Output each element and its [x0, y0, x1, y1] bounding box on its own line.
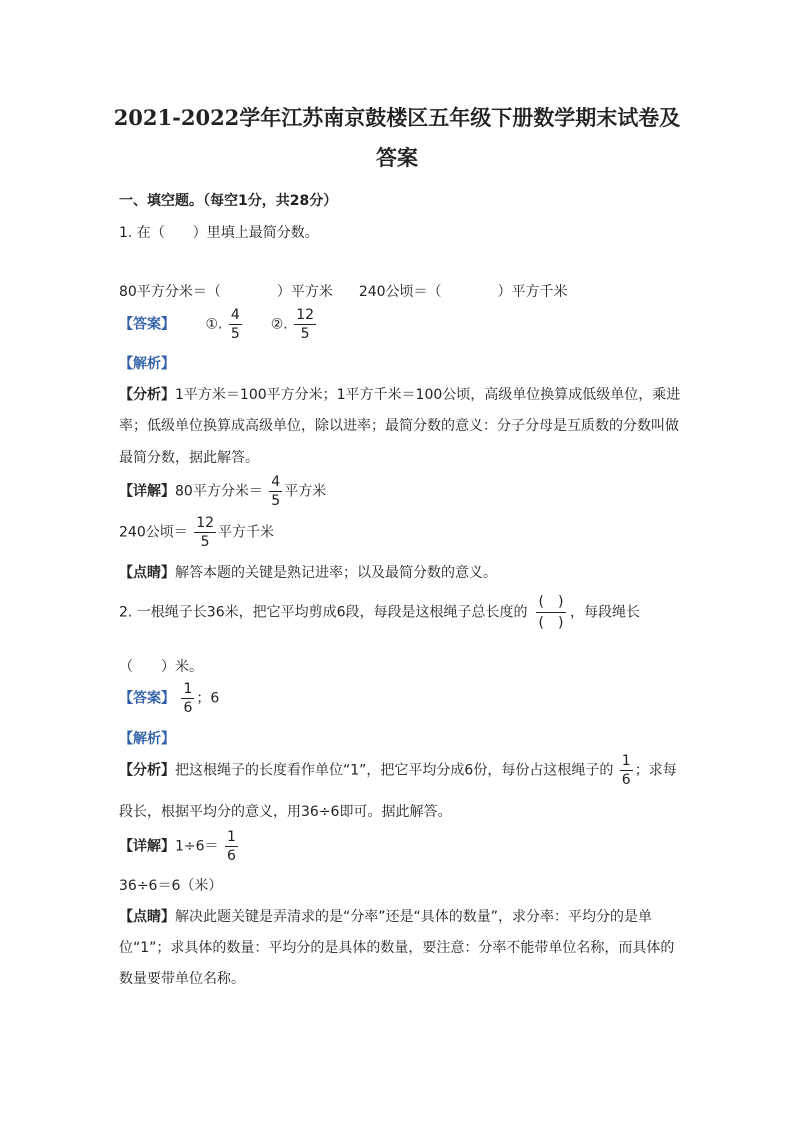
q2-ans-fraction [181, 680, 194, 717]
denominator: 5 [271, 493, 281, 509]
numerator: 4 [271, 474, 281, 490]
denominator: 5 [300, 326, 310, 342]
answer-label: 【答案】 [119, 316, 175, 333]
denominator: 5 [200, 534, 210, 550]
dianjing-label: 【点睛】 [119, 565, 175, 581]
numerator: 1 [183, 681, 193, 697]
denominator: 6 [621, 772, 631, 788]
doc-title-line2: 答案 [376, 145, 418, 170]
q1-xiangjie-2 [119, 514, 274, 551]
dianjing-label: 【点睛】 [119, 909, 175, 925]
q2-blank-fraction [534, 594, 568, 631]
q2-xj-fraction [225, 828, 238, 865]
q1-ans1-prefix: ①. [205, 316, 223, 333]
numerator: 4 [230, 307, 240, 323]
q1-blank-line [119, 281, 568, 301]
q2-dianjing-3: 数量要带单位名称。 [119, 971, 245, 987]
dianjing-text: 解答本题的关键是熟记进率；以及最简分数的意义。 [175, 565, 497, 581]
q1-dianjing [119, 562, 497, 582]
blank-numerator: ( ) [538, 594, 564, 610]
q2-stem-tail: ，每段绳长 [569, 604, 640, 621]
q1-ans1-fraction [229, 306, 242, 343]
xj-unit: 平方米 [284, 483, 327, 500]
q1-blank-a: 80平方分米＝（ ）平方米 [119, 284, 333, 300]
q2-stem-2: （ ）米。 [119, 659, 203, 675]
xiangjie-label: 【详解】 [119, 838, 175, 855]
q2-stem-1 [119, 594, 640, 631]
fenxi-text: 把这根绳子的长度看作单位“1”，把它平均分成6份，每份占这根绳子的 [175, 762, 614, 779]
q1-answer [119, 306, 318, 343]
q2-fenxi-1 [119, 752, 677, 789]
doc-title-line1: 2021-2022学年江苏南京鼓楼区五年级下册数学期末试卷及 [113, 105, 681, 130]
xj-text: 80平方分米＝ [175, 483, 263, 500]
q2-fenxi-2: 段长，根据平均分的意义，用36÷6即可。据此解答。 [119, 804, 452, 820]
q2-stem-text: 2. 一根绳子长36米，把它平均剪成6段，每段是这根绳子总长度的 [119, 604, 528, 621]
q1-fenxi-1 [119, 384, 680, 404]
xiangjie-label: 【详解】 [119, 483, 175, 500]
fenxi-label: 【分析】 [119, 762, 175, 779]
q1-blank-b: 240公顷＝（ ）平方千米 [358, 284, 568, 300]
blank-denominator: ( ) [538, 615, 564, 631]
q2-analysis-label: 【解析】 [119, 731, 175, 747]
q2-answer [119, 680, 219, 717]
q2-fenxi-fraction [620, 752, 633, 789]
q1-stem: 1. 在（ ）里填上最简分数。 [119, 225, 319, 241]
numerator: 12 [196, 515, 215, 531]
q2-dianjing-1 [119, 906, 652, 926]
dianjing-text: 解决此题关键是弄清求的是“分率”还是“具体的数量”，求分率：平均分的是单 [175, 909, 653, 925]
q1-xj1-fraction [269, 473, 282, 510]
numerator: 12 [296, 307, 315, 323]
xj-text: 240公顷＝ [119, 524, 188, 541]
fenxi-tail: ；求每 [634, 762, 677, 779]
q2-xiangjie-1 [119, 828, 240, 865]
q1-fenxi-2: 率；低级单位换算成高级单位，除以进率；最简分数的意义：分子分母是互质数的分数叫做 [119, 418, 679, 434]
q1-fenxi-3: 最简分数，据此解答。 [119, 450, 259, 466]
answer-label: 【答案】 [119, 690, 175, 707]
fenxi-label: 【分析】 [119, 387, 175, 403]
denominator: 5 [230, 326, 240, 342]
q1-ans2-prefix: ②. [270, 316, 288, 333]
xj-text: 1÷6＝ [175, 838, 219, 855]
section-heading: 一、填空题。（每空1分，共28分） [119, 193, 338, 209]
q1-ans2-fraction [294, 306, 316, 343]
q2-dianjing-2: 位“1”；求具体的数量：平均分的是具体的数量，要注意：分率不能带单位名称，而具体的 [119, 940, 675, 956]
ans-tail: ；6 [196, 690, 220, 707]
numerator: 1 [621, 753, 631, 769]
xj-unit: 平方千米 [218, 524, 275, 541]
denominator: 6 [227, 848, 236, 864]
numerator: 1 [227, 829, 236, 845]
denominator: 6 [183, 700, 193, 716]
q1-analysis-label: 【解析】 [119, 356, 175, 372]
q2-xiangjie-2: 36÷6＝6（米） [119, 878, 223, 894]
q1-xj2-fraction [194, 514, 216, 551]
fenxi-text: 1平方米＝100平方分米；1平方千米＝100公顷，高级单位换算成低级单位，乘进 [175, 387, 681, 403]
q1-xiangjie-1 [119, 473, 326, 510]
